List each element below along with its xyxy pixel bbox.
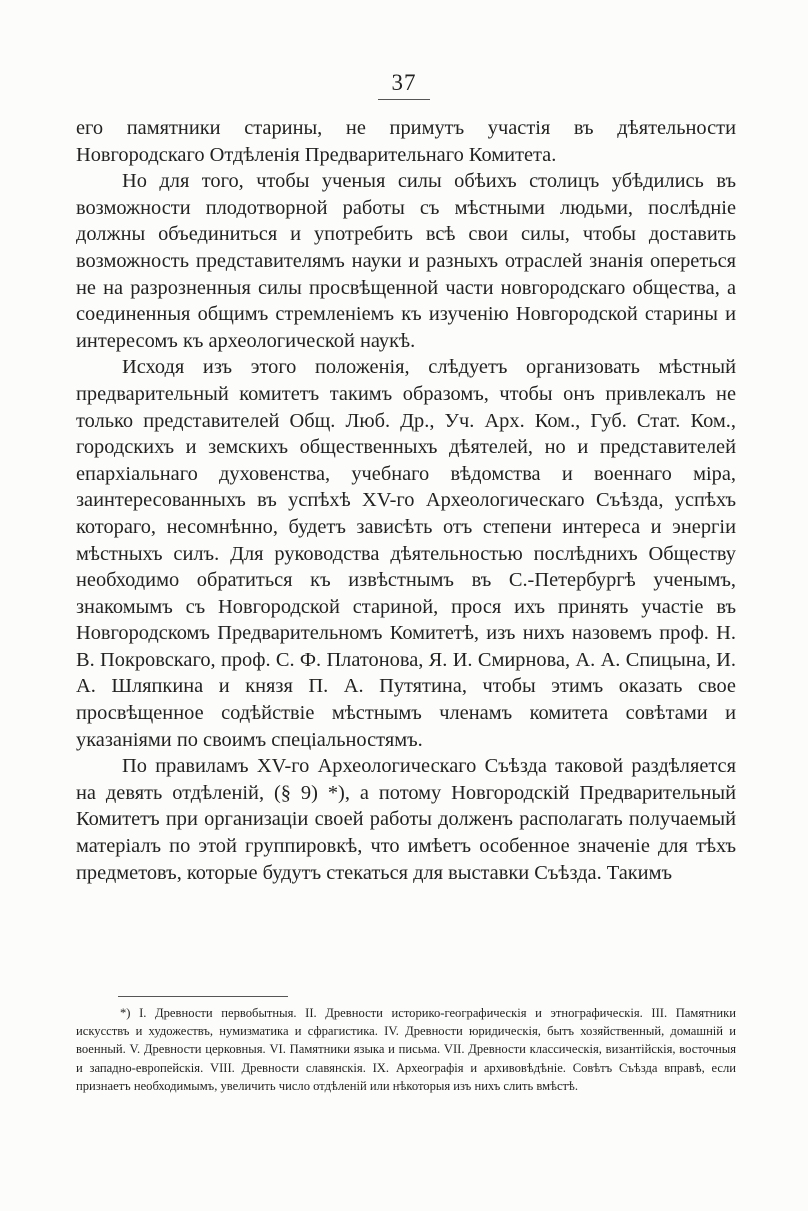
paragraph: По правиламъ XV-го Археологическаго Съѣзда таковой раздѣляется на девять отдѣленій, (§ 9) *), а потому Новгородскій Предварительный Комитетъ при организаціи своей работы долженъ располагать получаемый матеріалъ по этой группировкѣ, что имѣетъ особенное значеніе для тѣхъ предметовъ, которые будутъ стекаться для выставки Съѣзда. Такимъ	[76, 755, 736, 884]
paragraph-continuation: его памятники старины, не примутъ участія въ дѣятельности Новгородскаго Отдѣленія Предварительнаго Комитета.	[76, 117, 736, 166]
page-number: 37	[391, 70, 417, 95]
footnote-text: *) I. Древности первобытныя. II. Древности историко-географическія и этнографическія. III. Памятники искусствъ и художествъ, нумизматика и сфрагистика. IV. Древности юридическія, бытъ хозяйственный, домашній и военный. V. Древности церковныя. VI. Памятники языка и письма. VII. Древности классическія, византійскія, восточныя и западно-европейскія. VIII. Древности славянскія. IX. Археографія и архивовѣдѣніе. Совѣтъ Съѣзда вправѣ, если признаетъ необходимымъ, увеличить число отдѣленій или нѣкоторыя изъ нихъ слить вмѣстѣ.	[76, 1006, 736, 1093]
footnote	[76, 1004, 736, 1095]
paragraph: Исходя изъ этого положенія, слѣдуетъ организовать мѣстный предварительный комитетъ такимъ образомъ, чтобы онъ привлекалъ не только представителей Общ. Люб. Др., Уч. Арх. Ком., Губ. Стат. Ком., городскихъ и земскихъ общественныхъ дѣятелей, но и представителей епархіальнаго духовенства, учебнаго вѣдомства и военнаго міра, заинтересованныхъ въ успѣхѣ XV-го Археологическаго Съѣзда, успѣхъ котораго, несомнѣнно, будетъ зависѣть отъ степени интереса и энергіи мѣстныхъ силъ. Для руководства дѣятельностью послѣднихъ Обществу необходимо обратиться къ извѣстнымъ въ С.-Петербургѣ ученымъ, знакомымъ съ Новгородской стариной, прося ихъ принять участіе въ Новгородскомъ Предварительномъ Комитетѣ, изъ нихъ назовемъ проф. Н. В. Покровскаго, проф. С. Ф. Платонова, Я. И. Смирнова, А. А. Спицына, И. А. Шляпкина и князя П. А. Путятина, чтобы этимъ оказать свое просвѣщенное содѣйствіе мѣстнымъ членамъ комитета совѣтами и указаніями по своимъ спеціальностямъ.	[76, 356, 736, 751]
page-number-rule	[378, 99, 430, 100]
paragraph: Но для того, чтобы ученыя силы обѣихъ столицъ убѣдились въ возможности плодотворной работы съ мѣстными людьми, послѣдніе должны объединиться и употребить всѣ свои силы, чтобы доставить возможность представителямъ науки и разныхъ отраслей знанія опереться не на разрозненныя силы просвѣщенной части новгородскаго общества, а соединенныя общимъ стремленіемъ къ изученію Новгородской старины и интересомъ къ археологической наукѣ.	[76, 170, 736, 352]
footnote-rule	[118, 996, 288, 997]
body-text	[76, 115, 736, 886]
